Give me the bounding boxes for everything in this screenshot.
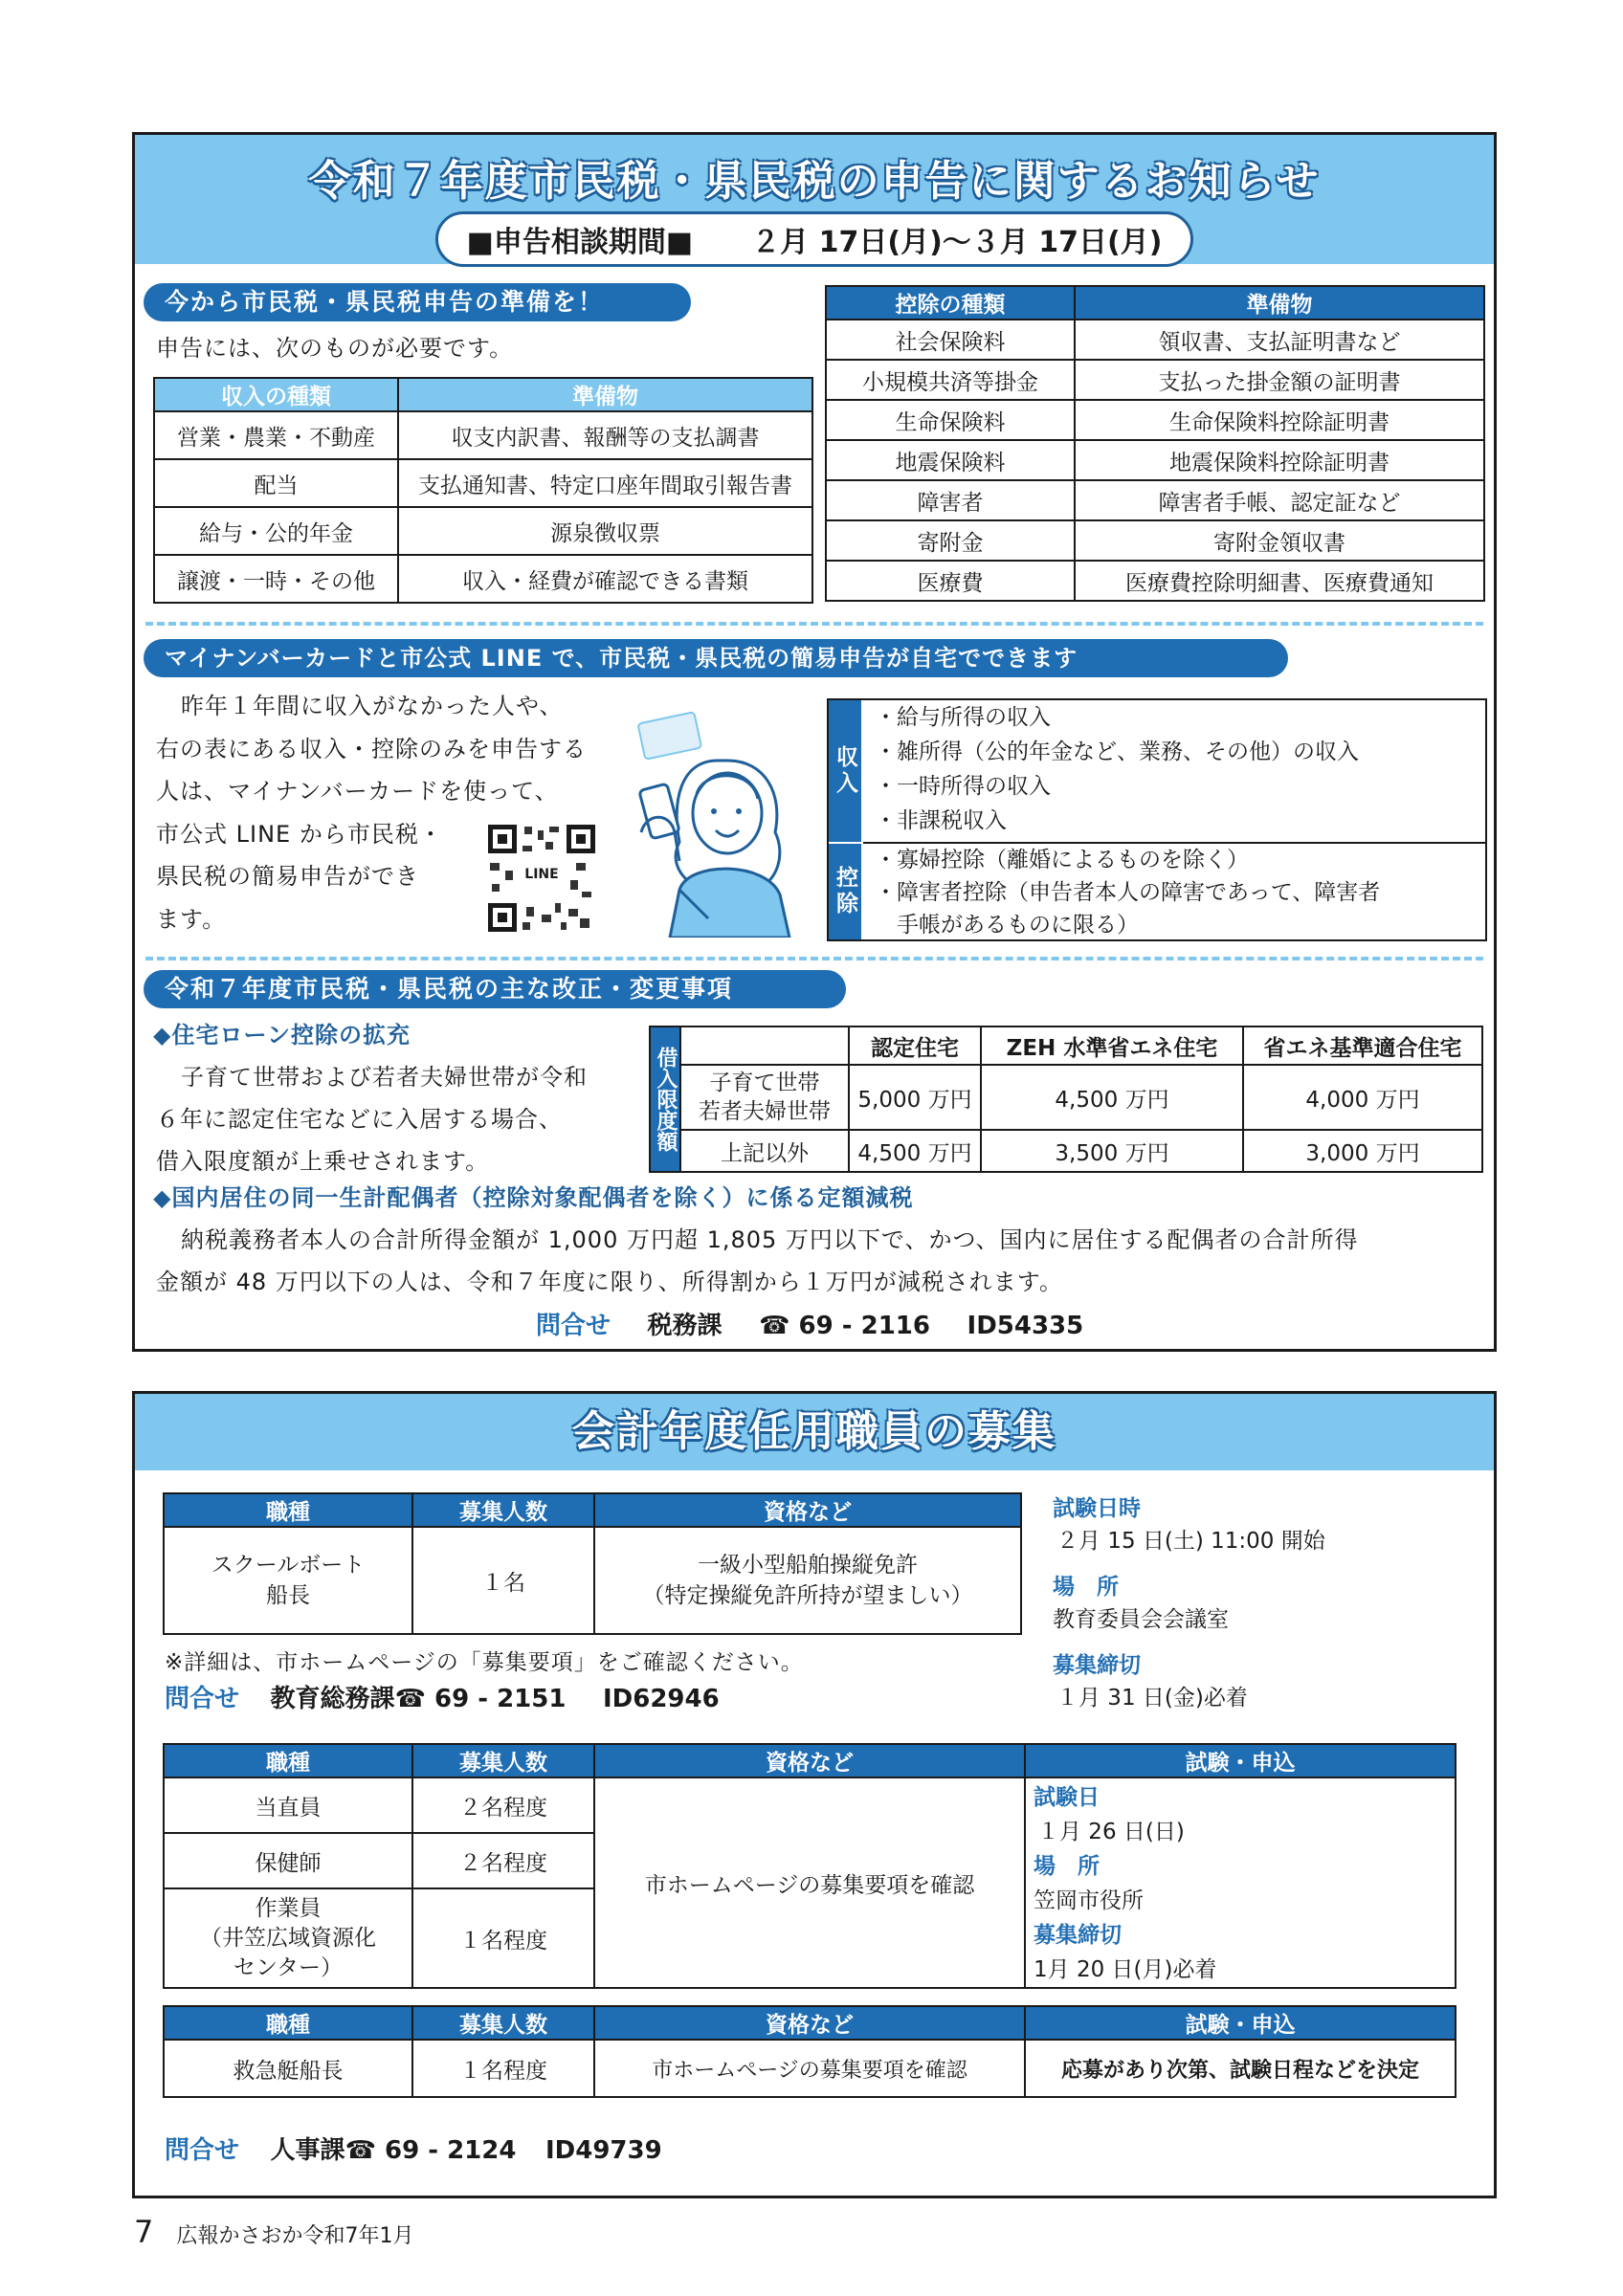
mynumber-line: ます。: [156, 905, 227, 933]
loan-row-label: 上記以外: [680, 1130, 849, 1172]
income-type: 配当: [154, 459, 398, 507]
income-items: 収入・経費が確認できる書類: [398, 555, 812, 603]
contact-label: 問合せ: [536, 1312, 611, 1340]
loan-value: 5,000 万円: [849, 1065, 981, 1130]
income-header-items: 準備物: [398, 378, 812, 411]
loan-value: 3,500 万円: [981, 1130, 1243, 1172]
loan-title: ◆住宅ローン控除の拡充: [153, 1022, 411, 1049]
header-count: 募集人数: [412, 1493, 594, 1527]
simple-filing-box: [827, 698, 1487, 941]
contact-label: 問合せ: [165, 1685, 240, 1713]
line-qr-code[interactable]: [488, 825, 595, 932]
footer-text: 広報かさおか令和7年1月: [176, 2224, 414, 2248]
header-exam: 試験・申込: [1025, 2006, 1456, 2040]
contact-phone[interactable]: ☎ 69 - 2151: [394, 1685, 567, 1713]
job-name: 保健師: [164, 1833, 412, 1888]
divider: [145, 957, 1483, 960]
divider: [145, 622, 1483, 626]
loan-line: 借入限度額が上乗せされます。: [156, 1148, 490, 1175]
deduction-type: 社会保険料: [826, 320, 1075, 360]
place-value: 笠岡市役所: [1034, 1888, 1144, 1913]
exam-info: [1025, 1777, 1456, 1988]
exam-info: 応募があり次第、試験日程などを決定: [1025, 2040, 1456, 2097]
period-label: ■申告相談期間■: [466, 226, 694, 259]
job-count: ２名程度: [412, 1777, 594, 1833]
mynumber-line: 市公式 LINE から市民税・: [156, 820, 443, 848]
deduction-table: [825, 285, 1485, 602]
city-hall-jobs-table: [163, 1743, 1456, 1989]
mynumber-heading: マイナンバーカードと市公式 LINE で、市民税・県民税の簡易申告が自宅でできます: [144, 639, 1288, 677]
header-qual: 資格など: [594, 1493, 1021, 1527]
income-type: 給与・公的年金: [154, 507, 398, 555]
mynumber-line: 右の表にある収入・控除のみを申告する: [156, 735, 587, 762]
contact-label: 問合せ: [165, 2136, 240, 2165]
income-item: ・雑所得（公的年金など、業務、その他）の収入: [875, 740, 1359, 764]
job-count: １名程度: [412, 2040, 594, 2097]
job-count: ２名程度: [412, 1833, 594, 1888]
contact-dept: 税務課: [647, 1312, 723, 1340]
deduction-type: 地震保険料: [826, 440, 1075, 480]
job-name: 救急艇船長: [164, 2040, 412, 2097]
contact-id: ID54335: [967, 1312, 1084, 1340]
deduction-items: 医療費控除明細書、医療費通知: [1075, 561, 1484, 601]
loan-value: 4,500 万円: [981, 1065, 1243, 1130]
mynumber-line: 県民税の簡易申告ができ: [156, 863, 419, 890]
header-qual: 資格など: [594, 2006, 1025, 2040]
place-value: 教育委員会会議室: [1053, 1607, 1229, 1632]
contact-id: ID49739: [545, 2136, 662, 2165]
deduction-header-items: 準備物: [1075, 286, 1484, 320]
header-qual: 資格など: [594, 1744, 1025, 1777]
page-number: 7: [134, 2214, 154, 2250]
deduction-items: 領収書、支払証明書など: [1075, 320, 1484, 360]
deduction-item: ・寡婦控除（離婚によるものを除く）: [875, 848, 1249, 872]
loan-text: [156, 1056, 588, 1182]
contact-id: ID62946: [602, 1685, 720, 1713]
deduction-type: 医療費: [826, 561, 1075, 601]
income-list: [863, 700, 1485, 844]
income-type: 営業・農業・不動産: [154, 411, 398, 459]
income-item: ・給与所得の収入: [875, 705, 1051, 730]
deduction-list: [863, 844, 1485, 941]
header-count: 募集人数: [412, 1744, 594, 1777]
loan-value: 4,500 万円: [849, 1130, 981, 1172]
job-count: １名: [412, 1527, 594, 1634]
deduction-vertical-label: 控除: [829, 844, 861, 939]
loan-header: 省エネ基準適合住宅: [1243, 1027, 1482, 1065]
spouse-text: [156, 1219, 1486, 1303]
deduction-item: 手帳があるものに限る）: [875, 913, 1139, 938]
school-boat-table: [163, 1492, 1022, 1635]
job-name: スクールボート 船長: [164, 1527, 412, 1634]
deadline-value: 1月 20 日(月)必着: [1034, 1957, 1217, 1982]
loan-line: ６年に認定住宅などに入居する場合、: [156, 1106, 563, 1133]
loan-row-label: 子育て世帯 若者夫婦世帯: [680, 1065, 849, 1130]
loan-side-label: 借入限度額: [650, 1027, 680, 1172]
exam-value: ２月 15 日(土) 11:00 開始: [1056, 1529, 1325, 1554]
loan-value: 3,000 万円: [1243, 1130, 1482, 1172]
income-items: 源泉徴収票: [398, 507, 812, 555]
place-label: 場 所: [1034, 1854, 1100, 1879]
loan-header: ZEH 水準省エネ住宅: [981, 1027, 1243, 1065]
contact-dept: 人事課: [270, 2136, 345, 2165]
deduction-items: 支払った掛金額の証明書: [1075, 360, 1484, 400]
deduction-items: 生命保険料控除証明書: [1075, 400, 1484, 440]
deadline-label: 募集締切: [1034, 1923, 1122, 1948]
mynumber-line: 昨年１年間に収入がなかった人や、: [181, 693, 564, 719]
income-table: [153, 377, 813, 604]
contact-dept: 教育総務課: [270, 1685, 395, 1713]
place-label: 場 所: [1053, 1575, 1119, 1600]
mynumber-line: 人は、マイナンバーカードを使って、: [156, 778, 559, 805]
exam-label: 試験日時: [1053, 1496, 1141, 1521]
recruit-title: 会計年度任用職員の募集: [572, 1407, 1056, 1456]
job-qual: 市ホームページの募集要項を確認: [594, 1777, 1025, 1988]
spouse-line: 金額が 48 万円以下の人は、令和７年度に限り、所得割から１万円が減税されます。: [156, 1269, 1063, 1295]
school-boat-exam-info: [1053, 1492, 1325, 1714]
job-name: 作業員 （井笠広域資源化 センター）: [164, 1888, 412, 1988]
loan-value: 4,000 万円: [1243, 1065, 1482, 1130]
period-dates: ２月 17日(月)～３月 17日(月): [751, 226, 1163, 259]
job-qual: 一級小型船舶操縦免許 （特定操縦免許所持が望ましい）: [594, 1527, 1021, 1634]
exam-label: 試験日: [1034, 1785, 1100, 1810]
details-note: ※詳細は、市ホームページの「募集要項」をご確認ください。: [165, 1650, 804, 1675]
woman-with-phone-illustration: [612, 698, 823, 938]
education-contact: [165, 1682, 720, 1716]
income-items: 支払通知書、特定口座年間取引報告書: [398, 459, 812, 507]
header-exam: 試験・申込: [1025, 1744, 1456, 1777]
tax-title: 令和７年度市民税・県民税の申告に関するお知らせ: [308, 157, 1321, 206]
rescue-boat-table: [163, 2005, 1456, 2098]
header-count: 募集人数: [412, 2006, 594, 2040]
deadline-label: 募集締切: [1053, 1653, 1141, 1678]
income-items: 収支内訳書、報酬等の支払調書: [398, 411, 812, 459]
prep-heading: 今から市民税・県民税申告の準備を！: [144, 283, 691, 321]
income-item: ・一時所得の収入: [875, 774, 1051, 799]
deduction-type: 小規模共済等掛金: [826, 360, 1075, 400]
exam-value: １月 26 日(日): [1037, 1820, 1185, 1844]
header-job: 職種: [164, 1493, 412, 1527]
job-count: １名程度: [412, 1888, 594, 1988]
deduction-items: 地震保険料控除証明書: [1075, 440, 1484, 480]
income-type: 譲渡・一時・その他: [154, 555, 398, 603]
deduction-header-type: 控除の種類: [826, 286, 1075, 320]
tax-contact: [536, 1307, 1083, 1345]
deduction-items: 寄附金領収書: [1075, 520, 1484, 561]
loan-limit-table: [649, 1026, 1483, 1173]
loan-header: 認定住宅: [849, 1027, 981, 1065]
qr-line-label: LINE: [524, 867, 559, 882]
personnel-contact: [165, 2131, 662, 2170]
tax-banner: [135, 135, 1494, 264]
job-qual: 市ホームページの募集要項を確認: [594, 2040, 1025, 2097]
spouse-title: ◆国内居住の同一生計配偶者（控除対象配偶者を除く）に係る定額減税: [153, 1184, 914, 1211]
loan-line: 子育て世帯および若者夫婦世帯が令和: [181, 1064, 588, 1091]
contact-phone[interactable]: ☎ 69 - 2116: [759, 1312, 930, 1340]
income-header-type: 収入の種類: [154, 378, 398, 411]
page-footer: [134, 2214, 414, 2250]
loan-corner-cell: [680, 1027, 849, 1065]
deduction-type: 寄附金: [826, 520, 1075, 561]
deduction-items: 障害者手帳、認定証など: [1075, 480, 1484, 520]
spouse-line: 納税義務者本人の合計所得金額が 1,000 万円超 1,805 万円以下で、かつ、国内に居住する配偶者の合計所得: [181, 1226, 1359, 1253]
header-job: 職種: [164, 1744, 412, 1777]
header-job: 職種: [164, 2006, 412, 2040]
contact-phone[interactable]: ☎ 69 - 2124: [345, 2136, 517, 2165]
deadline-value: １月 31 日(金)必着: [1056, 1686, 1248, 1711]
recruit-banner: [135, 1394, 1494, 1470]
job-name: 当直員: [164, 1777, 412, 1833]
deduction-type: 生命保険料: [826, 400, 1075, 440]
period-pill: [435, 211, 1194, 267]
deduction-item: ・障害者控除（申告者本人の障害であって、障害者: [875, 880, 1381, 905]
income-item: ・非課税収入: [875, 808, 1007, 833]
income-vertical-label: 収入: [829, 700, 861, 842]
prep-intro: 申告には、次のものが必要です。: [156, 335, 514, 362]
deduction-type: 障害者: [826, 480, 1075, 520]
changes-heading: 令和７年度市民税・県民税の主な改正・変更事項: [144, 970, 846, 1008]
